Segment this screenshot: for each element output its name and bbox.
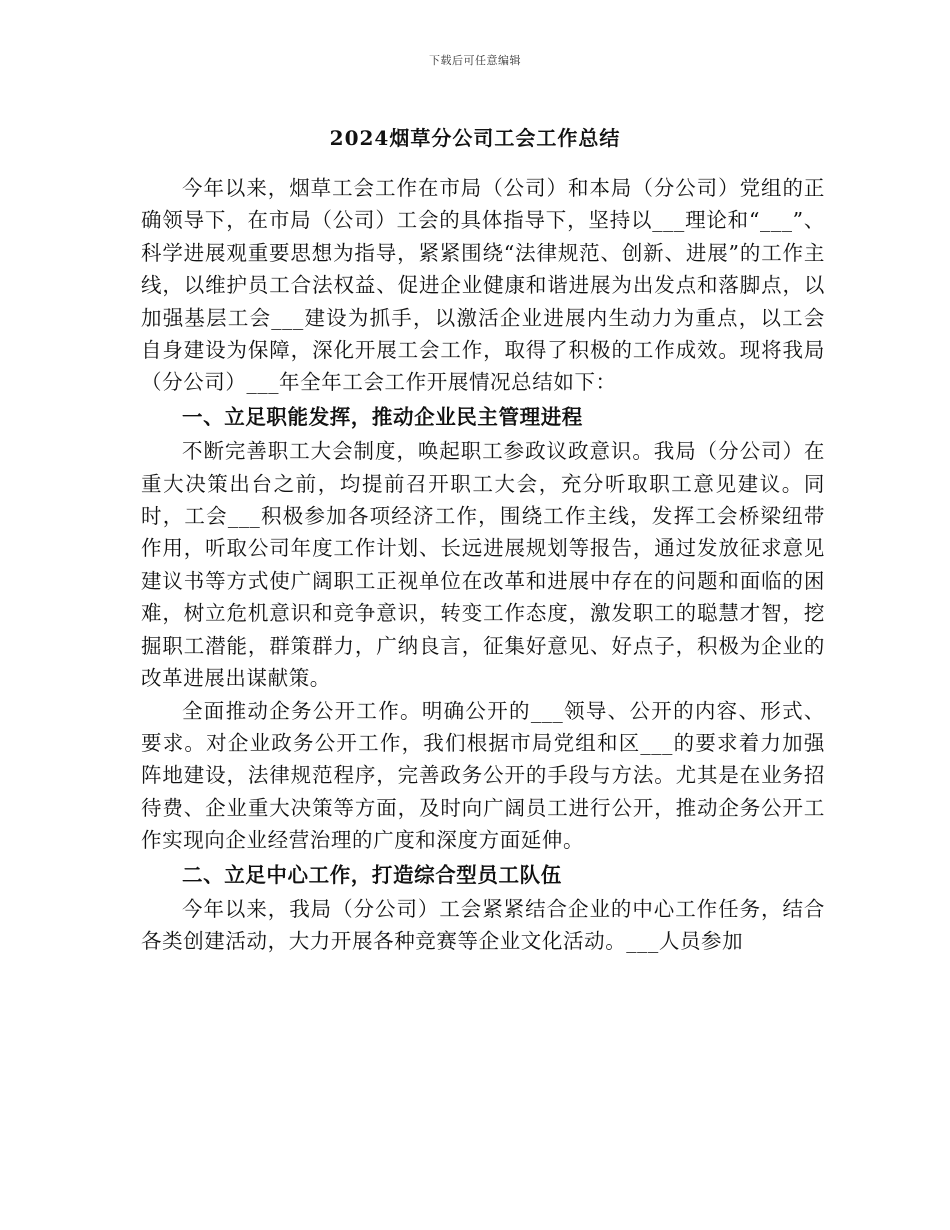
document-title: 2024烟草分公司工会工作总结 — [329, 126, 621, 150]
page-header-note: 下载后可任意编辑 — [429, 54, 521, 67]
section-1-paragraph-1: 不断完善职工大会制度，唤起职工参政议政意识。我局（分公司）在重大决策出台之前，均提前召开职工大会，充分听取职工意见建议。同时，工会___积极参加各项经济工作，围绕工作主线，发挥工会桥梁纽带作用，听取公司年度工作计划、长远进展规划等报告，通过发放征求意见建议书等方式使广阔职工正视单位在改革和进展中存在的问题和面临的困难，树立危机意识和竞争意识，转变工作态度，激发职工的聪慧才智，挖掘职工潜能，群策群力，广纳良言，征集好意见、好点子，积极为企业的改革进展出谋献策。 — [141, 439, 825, 691]
section-1-heading: 一、立足职能发挥，推动企业民主管理进程 — [182, 404, 583, 429]
section-2-paragraph-1: 今年以来，我局（分公司）工会紧紧结合企业的中心工作任务，结合各类创建活动，大力开展各种竞赛等企业文化活动。___人员参加 — [141, 896, 825, 954]
section-2-heading: 二、立足中心工作，打造综合型员工队伍 — [182, 862, 562, 887]
section-1-paragraph-2: 全面推动企务公开工作。明确公开的___领导、公开的内容、形式、要求。对企业政务公开工作，我们根据市局党组和区___的要求着力加强阵地建设，法律规范程序，完善政务公开的手段与方法。尤其是在业务招待费、企业重大决策等方面，及时向广阔员工进行公开，推动企务公开工作实现向企业经营治理的广度和深度方面延伸。 — [141, 698, 825, 853]
intro-paragraph: 今年以来，烟草工会工作在市局（公司）和本局（分公司）党组的正确领导下，在市局（公司）工会的具体指导下，坚持以___理论和“___”、科学进展观重要思想为指导，紧紧围绕“法律规范、创新、进展”的工作主线，以维护员工合法权益、促进企业健康和谐进展为出发点和落脚点，以加强基层工会___建设为抓手，以激活企业进展内生动力为重点，以工会自身建设为保障，深化开展工会工作，取得了积极的工作成效。现将我局（分公司）___年全年工会工作开展情况总结如下： — [141, 176, 825, 395]
document-body — [141, 172, 825, 958]
